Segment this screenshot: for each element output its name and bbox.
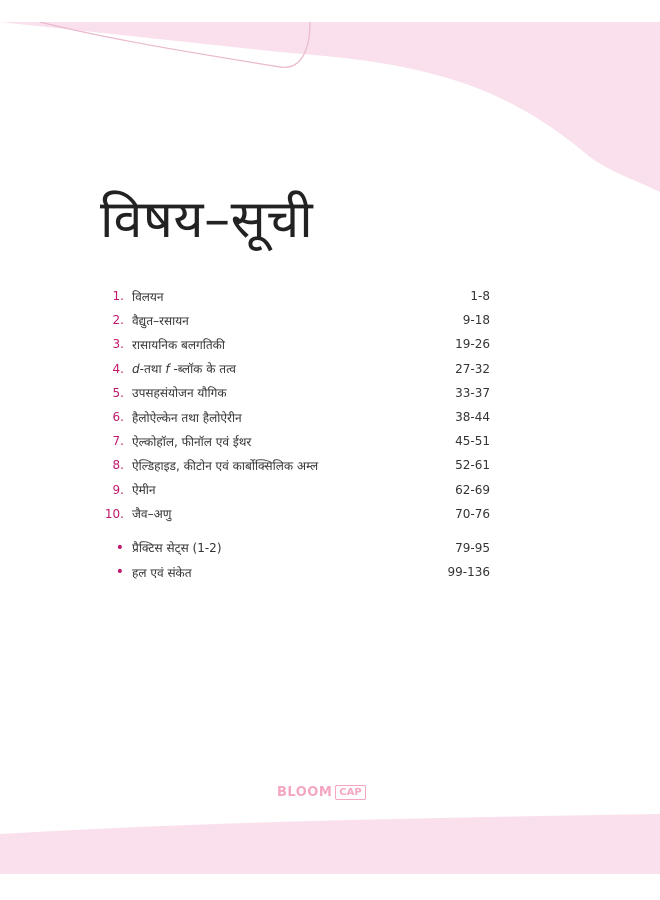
toc-title-post: -ब्लॉक के तत्व: [169, 362, 236, 377]
toc-title: रासायनिक बलगतिकी: [132, 337, 226, 352]
toc-extra-solutions[interactable]: [100, 560, 490, 584]
toc-number: 4.: [112, 361, 124, 376]
toc-row-5[interactable]: [100, 381, 490, 405]
toc-pages: 38-44: [455, 410, 490, 425]
toc-row-3[interactable]: [100, 332, 490, 356]
toc-pages: 99-136: [447, 565, 490, 580]
toc-title: हैलोऐल्केन तथा हैलोऐरीन: [132, 410, 242, 425]
toc-row-8[interactable]: [100, 453, 490, 477]
toc-row-10[interactable]: [100, 502, 490, 526]
toc-title: ऐल्डिहाइड, कीटोन एवं कार्बोक्सिलिक अम्ल: [132, 458, 319, 473]
bullet-icon: •: [115, 539, 124, 556]
toc-title: ऐमीन: [132, 483, 156, 498]
toc-number: 1.: [112, 289, 124, 304]
toc-row-9[interactable]: [100, 478, 490, 502]
toc-number: 3.: [112, 337, 124, 352]
toc-number: 9.: [112, 482, 124, 497]
toc-title: विलयन: [132, 289, 164, 304]
publisher-logo: [277, 782, 366, 802]
page: [0, 22, 660, 874]
toc-spacer: [100, 526, 490, 536]
toc-title: उपसहसंयोजन यौगिक: [132, 386, 227, 401]
toc-pages: 45-51: [455, 434, 490, 449]
toc-pages: 70-76: [455, 506, 490, 521]
toc-extra-practice-sets[interactable]: [100, 536, 490, 560]
toc-title-mid: -तथा: [139, 362, 166, 377]
toc-pages: 62-69: [455, 482, 490, 497]
toc-number: 2.: [112, 313, 124, 328]
toc-pages: 33-37: [455, 385, 490, 400]
decorative-header-shape: [0, 22, 660, 192]
toc-row-2[interactable]: [100, 308, 490, 332]
toc-title: प्रैक्टिस सेट्स (1-2): [132, 541, 222, 556]
logo-text: BLOOM: [277, 784, 333, 800]
toc-number: 5.: [112, 385, 124, 400]
toc-row-1[interactable]: [100, 284, 490, 308]
toc-title: जैव–अणु: [132, 507, 172, 522]
toc-title: [132, 360, 410, 377]
table-of-contents: [100, 284, 490, 584]
toc-pages: 27-32: [455, 361, 490, 376]
toc-pages: 9-18: [462, 313, 490, 328]
toc-number: 7.: [112, 434, 124, 449]
toc-number: 8.: [112, 458, 124, 473]
toc-title-f: f: [165, 362, 170, 377]
toc-number: 6.: [112, 410, 124, 425]
toc-title: वैद्युत–रसायन: [132, 313, 189, 328]
toc-title: ऐल्कोहॉल, फीनॉल एवं ईथर: [132, 434, 252, 449]
toc-number: 10.: [104, 506, 124, 521]
decorative-footer-band: [0, 814, 660, 874]
toc-row-6[interactable]: [100, 405, 490, 429]
toc-title: हल एवं संकेत: [132, 565, 192, 580]
logo-cap: CAP: [335, 785, 365, 800]
toc-pages: 1-8: [470, 289, 490, 304]
toc-row-4[interactable]: [100, 357, 490, 381]
toc-row-7[interactable]: [100, 429, 490, 453]
toc-pages: 52-61: [455, 458, 490, 473]
toc-pages: 79-95: [455, 540, 490, 555]
toc-pages: 19-26: [455, 337, 490, 352]
page-title: विषय–सूची: [100, 190, 314, 250]
bullet-icon: •: [115, 564, 124, 581]
toc-title-d: d: [132, 362, 140, 377]
